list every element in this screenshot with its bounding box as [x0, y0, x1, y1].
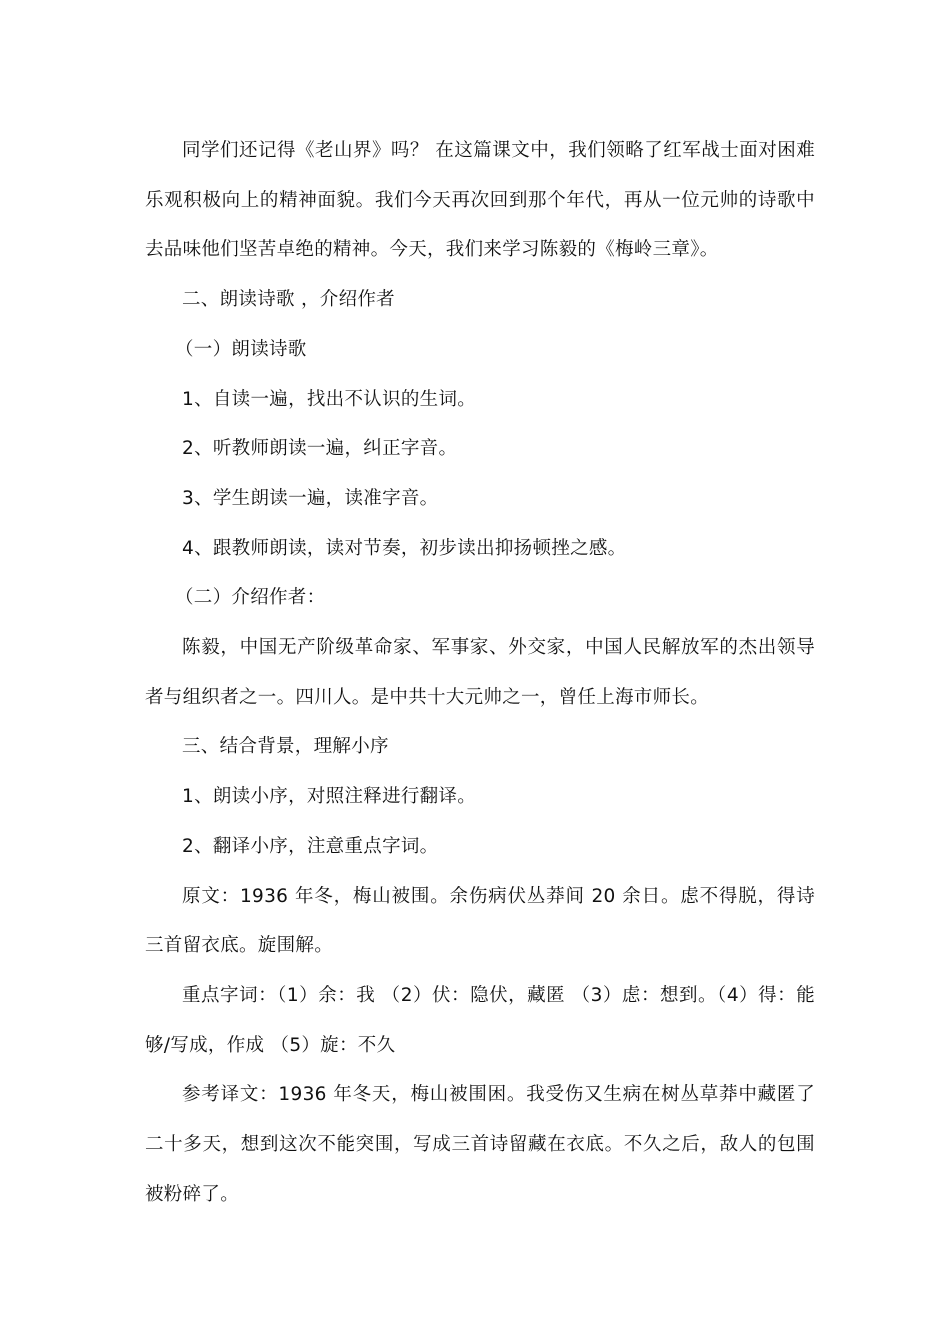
- section-heading-3: 三、结合背景，理解小序: [182, 736, 389, 758]
- author-paragraph: 陈毅，中国无产阶级革命家、军事家、外交家，中国人民解放军的杰出领导者与组织者之一。四川人。是中共十大元帅之一，曾任上海市师长。: [145, 637, 815, 708]
- translation-paragraph: 参考译文：1936 年冬天，梅山被围困。我受伤又生病在树丛草莽中藏匿了二十多天，想到这次不能突围，写成三首诗留藏在衣底。不久之后，敌人的包围被粉碎了。: [145, 1084, 815, 1205]
- list-item-4: 4、跟教师朗读，读对节奏，初步读出抑扬顿挫之感。: [182, 537, 627, 559]
- list-item-2: 2、听教师朗读一遍，纠正字音。: [182, 438, 458, 460]
- original-text-paragraph: 原文：1936 年冬，梅山被围。余伤病伏丛莽间 20 余日。虑不得脱，得诗三首留衣底。旋围解。: [145, 885, 815, 957]
- section-heading-2: 二、朗读诗歌 ，介绍作者: [182, 289, 395, 311]
- list-item-3: 3、学生朗读一遍，读准字音。: [182, 487, 439, 509]
- list-item-1: 1、自读一遍，找出不认识的生词。: [182, 388, 477, 410]
- step-item-2: 2、翻译小序，注意重点字词。: [182, 835, 439, 857]
- key-words-paragraph: 重点字词：（1）余：我 （2）伏：隐伏，藏匿 （3）虑：想到。（4）得：能够/写成，作成 （5）旋：不久: [145, 984, 815, 1056]
- subsection-heading-read: （一）朗读诗歌: [175, 338, 307, 360]
- intro-paragraph: 同学们还记得《老山界》吗？ 在这篇课文中，我们领略了红军战士面对困难乐观积极向上的精神面貌。我们今天再次回到那个年代，再从一位元帅的诗歌中去品味他们坚苦卓绝的精神。今天，我们来学习陈毅的《梅岭三章》。: [145, 140, 815, 261]
- subsection-heading-author: （二）介绍作者：: [175, 587, 326, 609]
- document-body: [145, 126, 815, 1219]
- step-item-1: 1、朗读小序，对照注释进行翻译。: [182, 786, 477, 808]
